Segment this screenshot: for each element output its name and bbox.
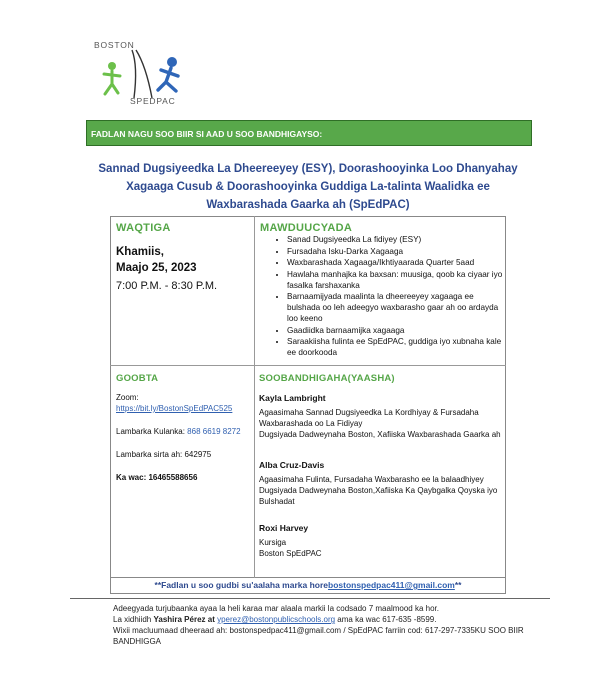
presenter-detail: Dugsiyada Dadweynaha Boston, Xafiiska Waxbarashada Gaarka ah	[259, 430, 501, 439]
presenter-name: Alba Cruz-Davis	[259, 460, 325, 470]
spedpac-logo	[86, 36, 196, 108]
zoom-label: Zoom:	[116, 393, 139, 402]
presenter-detail: Agaasimaha Sannad Dugsiyeedka La Kordhiyay & Fursadaha Waxbarashada oo La Fidiyay	[259, 408, 479, 428]
topics-list	[261, 234, 506, 359]
presenter-name: Kayla Lambright	[259, 393, 326, 403]
presenter-detail: Dugsiyada Dadweynaha Boston,Xafiiska Ka Qaybgalka Qoyska iyo Bulshadat	[259, 486, 498, 506]
note-suffix: **	[454, 580, 462, 590]
title-line: Waxbarashada Gaarka ah (SpEdPAC)	[206, 199, 410, 211]
topics-heading: MAWDUUCYADA	[260, 222, 353, 234]
location-details	[116, 392, 252, 483]
footer-divider	[70, 598, 550, 599]
meeting-id-label: Lambarka Kulanka:	[116, 427, 185, 436]
presenter-card	[259, 393, 504, 440]
zoom-link[interactable]: https://bit.ly/BostonSpEdPAC525	[116, 404, 233, 413]
contact-email-link[interactable]: yperez@bostonpublicschools.org	[217, 615, 336, 624]
note-email-link[interactable]: bostonspedpac411@gmail.com	[328, 580, 455, 590]
list-item: • Fursadaha Isku-Darka Xagaaga	[287, 246, 506, 257]
list-item: • Barnaamijyada maalinta la dheereeyey xagaaga ee bulshada oo leh adeegyo waxbarasho gaar ah oo ardayda loo keeno	[287, 291, 506, 324]
list-item: • Gaadiidka barnaamijka xagaaga	[287, 325, 506, 336]
presenter-card	[259, 460, 504, 507]
presenter-detail: Agaasimaha Fulinta, Fursadaha Waxbarasho ee la balaadhiyey	[259, 475, 484, 484]
title-line: Xagaaga Cusub & Doorashooyinka Guddiga La-talinta Waalidka ee	[126, 181, 490, 193]
meeting-id-row	[116, 426, 252, 437]
title-line: Sannad Dugsiyeedka La Dheereeyey (ESY), Doorashooyinka Loo Dhanyahay	[98, 163, 518, 175]
contact-phone: ama ka wac 617-635 -8599.	[335, 615, 437, 624]
logo-top-word: BOSTON	[94, 40, 135, 50]
location-heading: GOOBTA	[116, 373, 159, 384]
dial-in-phone: Ka wac: 16465588656	[116, 473, 198, 482]
footer	[113, 603, 533, 647]
logo-bottom-word: SPEDPAC	[130, 96, 176, 106]
list-item: • Saraakiisha fulinta ee SpEdPAC, guddiga iyo xubnaha kale ee doorkooda	[287, 336, 506, 358]
presenter-card	[259, 523, 504, 559]
presenters-heading: SOOBANDHIGAHA(YAASHA)	[259, 373, 395, 384]
passcode: Lambarka sirta ah: 642975	[116, 450, 212, 459]
questions-note	[110, 578, 506, 594]
footer-line: Adeegyada turjubaanka ayaa la heli karaa mar alaala markii la codsado 7 maalmood ka hor.	[113, 604, 439, 613]
event-title	[92, 160, 524, 214]
note-text: **Fadlan u soo gudbi su'aalaha marka hore	[154, 580, 328, 590]
footer-line: Wixii macluumaad dheeraad ah: bostonspedpac411@gmail.com / SpEdPAC farriin cod: 617-297-7335KU SOO BIIR BANDHIGGA	[113, 626, 524, 646]
event-date-value: Maajo 25, 2023	[116, 262, 197, 274]
event-day: Khamiis,	[116, 246, 164, 258]
contact-prefix: La xidhiidh	[113, 615, 154, 624]
event-time: 7:00 P.M. - 8:30 P.M.	[116, 280, 218, 292]
event-date	[116, 244, 197, 276]
invite-banner: FADLAN NAGU SOO BIIR SI AAD U SOO BANDHIGAYSO:	[86, 120, 532, 146]
list-item: • Hawlaha manhajka ka baxsan: muusiga, qoob ka ciyaar iyo fasalka farshaxanka	[287, 269, 506, 291]
presenter-name: Roxi Harvey	[259, 523, 309, 533]
meeting-id: 868 6619 8272	[187, 427, 241, 436]
presenter-detail: Kursiga	[259, 538, 287, 547]
contact-name: Yashira Pérez	[153, 615, 206, 624]
list-item: • Waxbarashada Xagaaga/Ikhtiyaarada Quarter 5aad	[287, 257, 506, 268]
table-divider	[110, 365, 506, 366]
when-heading: WAQTIGA	[116, 222, 171, 234]
table-divider	[254, 216, 255, 578]
presenter-detail: Boston SpEdPAC	[259, 549, 322, 558]
list-item: • Sanad Dugsiyeedka La fidiyey (ESY)	[287, 234, 506, 245]
footer-contact	[113, 614, 533, 625]
contact-at: at	[205, 615, 218, 624]
